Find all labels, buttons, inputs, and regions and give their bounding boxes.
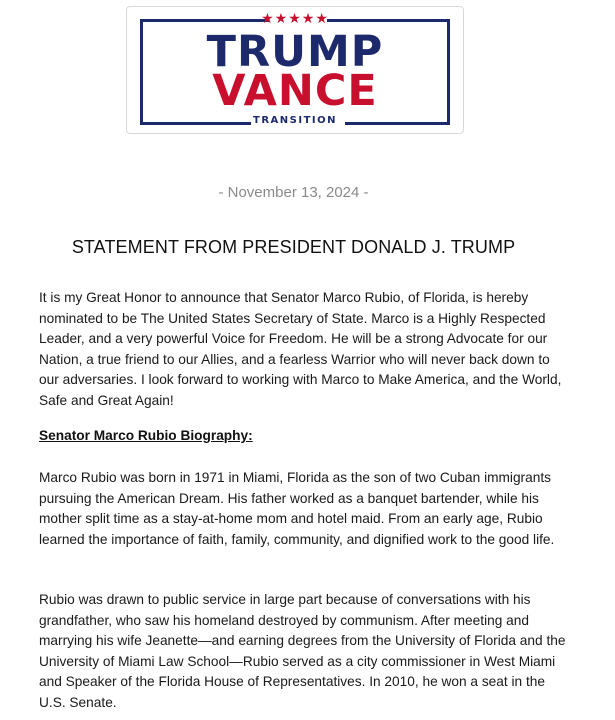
biography-paragraph-2: Rubio was drawn to public service in large part because of conversations with his grandfather, who saw his homeland destroyed by communism. After meeting and marrying his wife Jeanette—and earning degrees from the University of Florida and the University of Miami Law School—Rubio served as a city commissioner in West Miami and Speaker of the Florida House of Representatives. In 2010, he won a seat in the U.S. Senate. bbox=[39, 592, 566, 710]
stars-icon: ★★★★★ bbox=[261, 10, 329, 26]
trump-vance-transition-logo bbox=[126, 6, 464, 134]
biography-heading: Senator Marco Rubio Biography: bbox=[39, 428, 253, 443]
logo-frame bbox=[140, 10, 450, 126]
biography-paragraph-1: Marco Rubio was born in 1971 in Miami, Florida as the son of two Cuban immigrants pursuing the American Dream. His father worked as a banquet bartender, while his mother split time as a stay-at-home mom and hotel maid. From an early age, Rubio learned the importance of faith, family, community, and dignified work to the good life. bbox=[39, 470, 555, 547]
statement-date: - November 13, 2024 - bbox=[218, 184, 369, 201]
statement-heading: STATEMENT FROM PRESIDENT DONALD J. TRUMP bbox=[71, 237, 516, 257]
logo-transition-text: TRANSITION bbox=[253, 115, 337, 126]
logo-trump-text: TRUMP bbox=[206, 27, 384, 77]
logo-vance-text: VANCE bbox=[212, 66, 378, 116]
announcement-paragraph: It is my Great Honor to announce that Senator Marco Rubio, of Florida, is hereby nominated to be The United States Secretary of State. Marco is a Highly Respected Leader, and a very powerful Voice for Freedom. He will be a strong Advocate for our Nation, a true friend to our Allies, and a fearless Warrior who will never back down to our adversaries. I look forward to working with Marco to Make America, and the World, Safe and Great Again! bbox=[39, 290, 562, 408]
